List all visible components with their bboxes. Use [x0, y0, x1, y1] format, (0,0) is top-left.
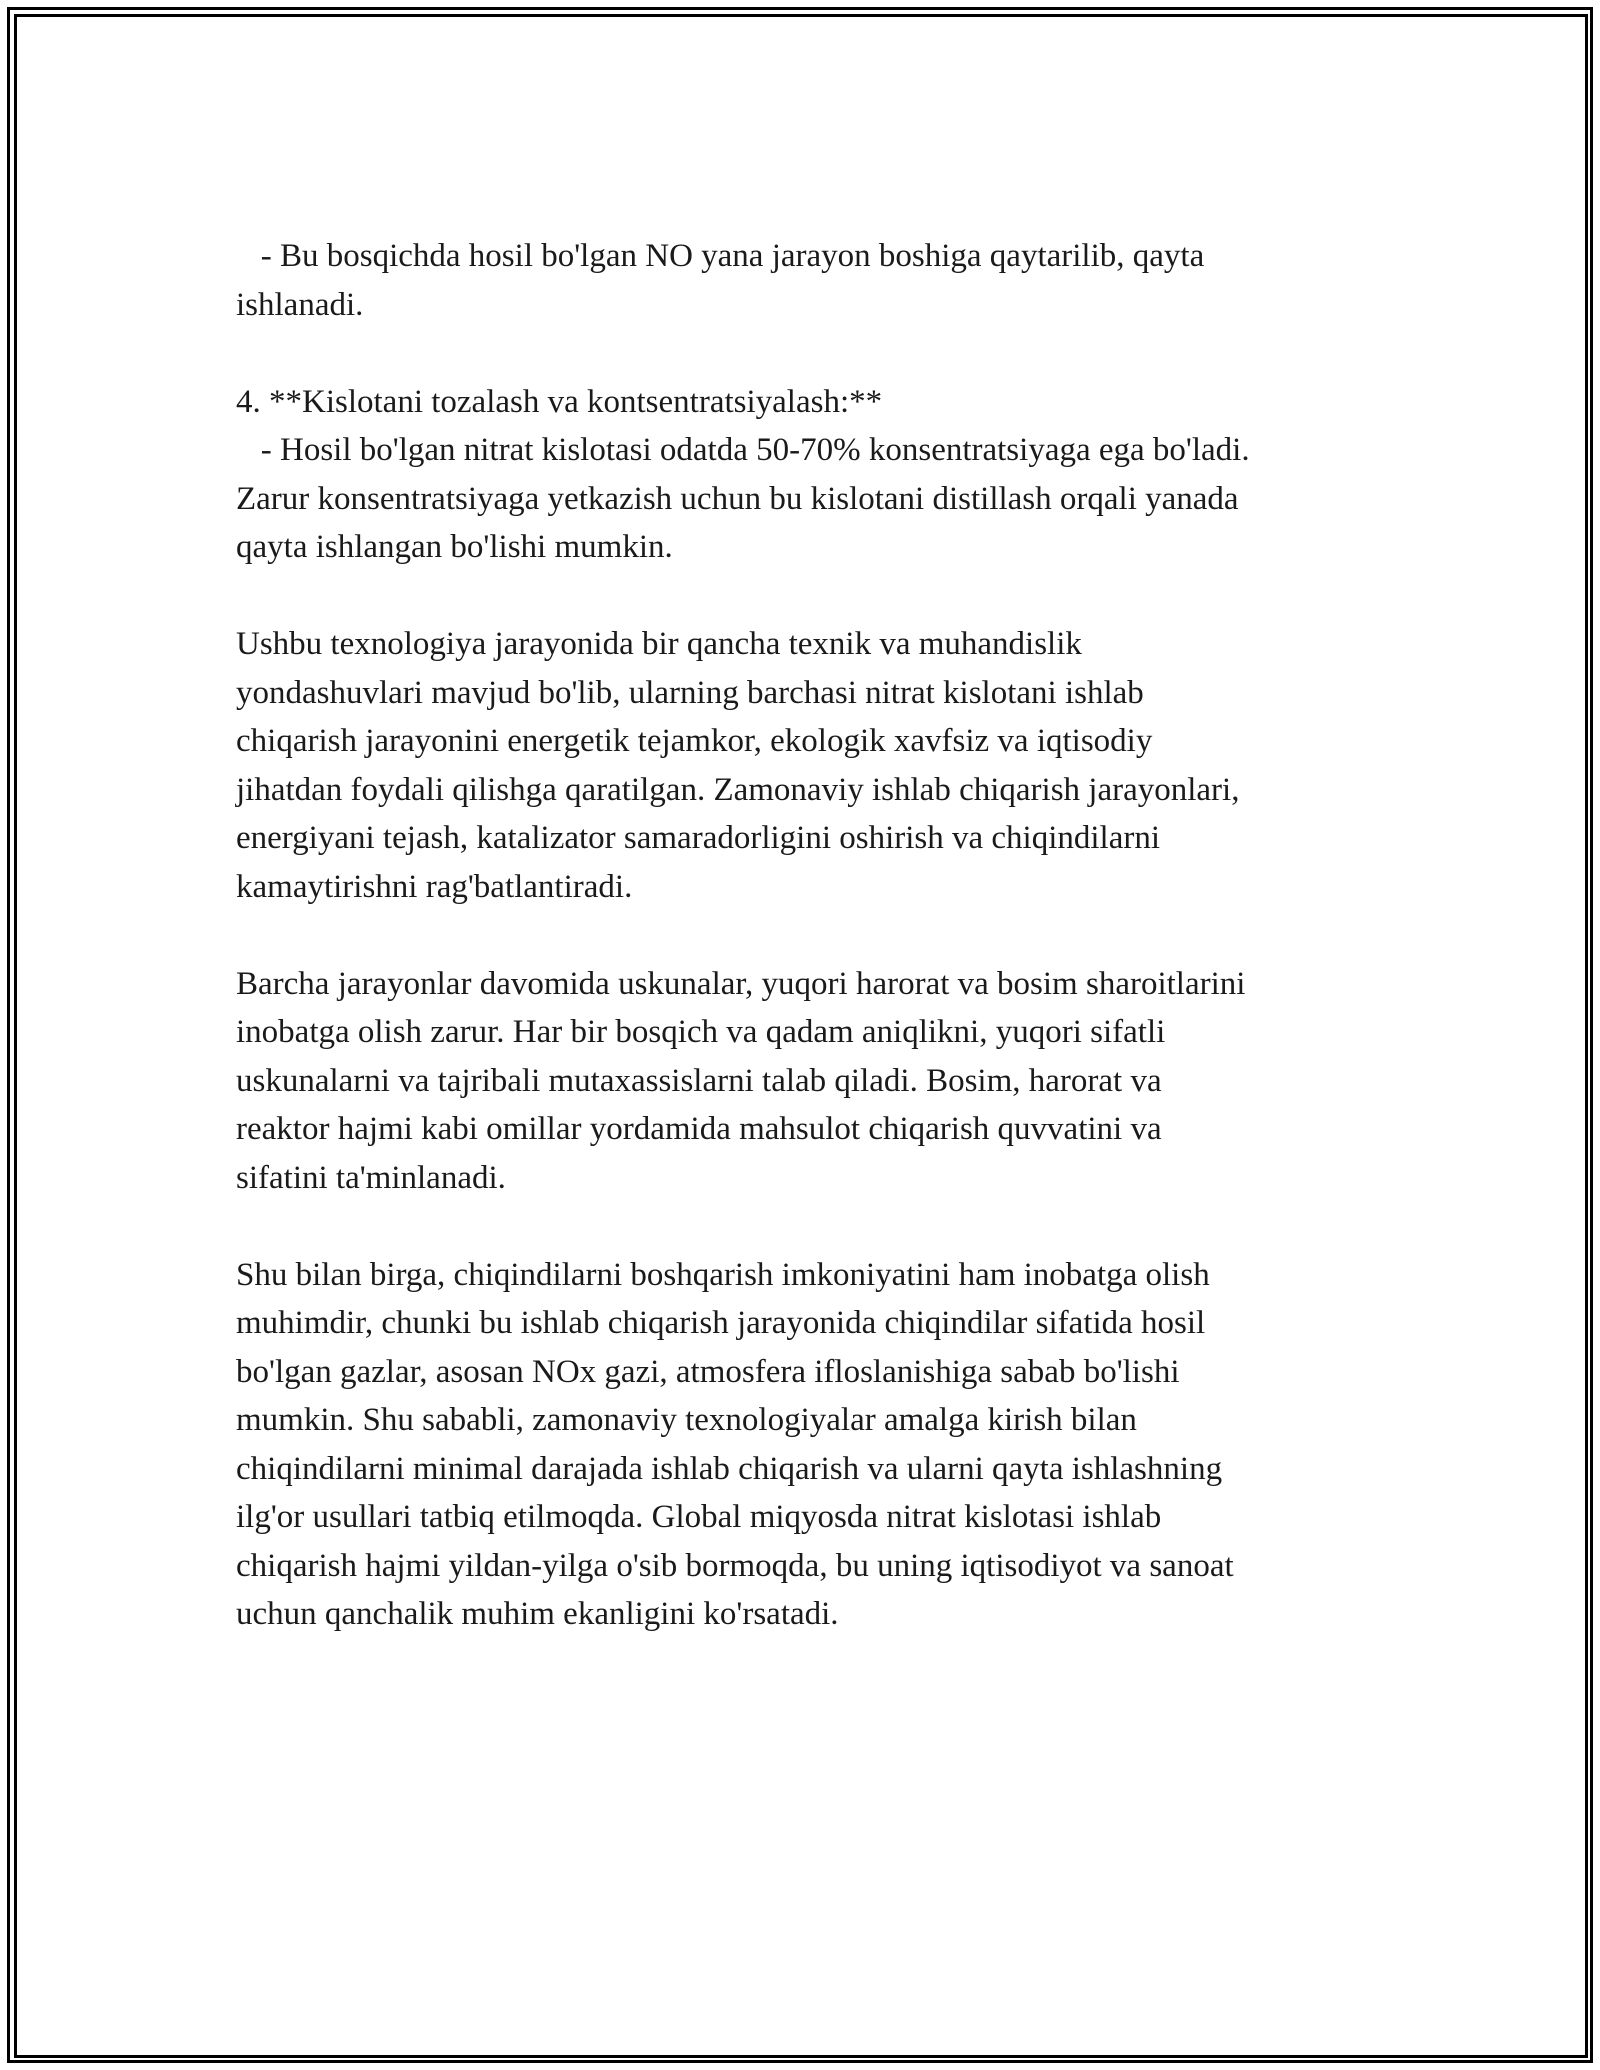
text-line: inobatga olish zarur. Har bir bosqich va qadam aniqlikni, yuqori sifatli — [236, 1014, 1166, 1050]
paragraph-equipment-conditions — [236, 960, 1386, 1203]
text-line: Ushbu texnologiya jarayonida bir qancha texnik va muhandislik — [236, 626, 1082, 662]
text-line: bo'lgan gazlar, asosan NOx gazi, atmosfera ifloslanishiga sabab bo'lishi — [236, 1353, 1180, 1390]
paragraph-waste-management — [236, 1251, 1386, 1639]
text-line: - Hosil bo'lgan nitrat kislotasi odatda 50-70% konsentratsiyaga ega bo'ladi. — [236, 432, 1250, 468]
paragraph-technology-approaches — [236, 620, 1386, 911]
text-line: energiyani tejash, katalizator samaradorligini oshirish va chiqindilarni — [236, 820, 1161, 856]
text-line: uchun qanchalik muhim ekanligini ko'rsatadi. — [236, 1596, 839, 1632]
text-line: Barcha jarayonlar davomida uskunalar, yuqori harorat va bosim sharoitlarini — [236, 965, 1246, 1002]
text-line: ilg'or usullari tatbiq etilmoqda. Global miqyosda nitrat kislotasi ishlab — [236, 1499, 1162, 1535]
step-heading: 4. **Kislotani tozalash va kontsentratsiyalash:** — [236, 383, 883, 420]
text-line: chiqarish jarayonini energetik tejamkor, ekologik xavfsiz va iqtisodiy — [236, 723, 1153, 759]
text-line: - Bu bosqichda hosil bo'lgan NO yana jarayon boshiga qaytarilib, qayta — [236, 238, 1205, 274]
text-line: Zarur konsentratsiyaga yetkazish uchun bu kislotani distillash orqali yanada — [236, 480, 1239, 517]
text-line: yondashuvlari mavjud bo'lib, ularning barchasi nitrat kislotani ishlab — [236, 674, 1144, 711]
paragraph-step-4 — [236, 378, 1386, 572]
text-line: jihatdan foydali qilishga qaratilgan. Zamonaviy ishlab chiqarish jarayonlari, — [236, 771, 1240, 808]
text-line: sifatini ta'minlanadi. — [236, 1159, 506, 1196]
text-line: chiqindilarni minimal darajada ishlab chiqarish va ularni qayta ishlashning — [236, 1450, 1223, 1487]
text-line: ishlanadi. — [236, 286, 364, 323]
paragraph-step-3-continuation — [236, 232, 1386, 329]
text-line: uskunalarni va tajribali mutaxassislarni talab qiladi. Bosim, harorat va — [236, 1062, 1162, 1099]
document-body — [236, 232, 1386, 1687]
text-line: qayta ishlangan bo'lishi mumkin. — [236, 529, 673, 565]
text-line: muhimdir, chunki bu ishlab chiqarish jarayonida chiqindilar sifatida hosil — [236, 1305, 1206, 1341]
text-line: kamaytirishni rag'batlantiradi. — [236, 868, 633, 905]
text-line: reaktor hajmi kabi omillar yordamida mahsulot chiqarish quvvatini va — [236, 1111, 1162, 1147]
text-line: chiqarish hajmi yildan-yilga o'sib bormoqda, bu uning iqtisodiyot va sanoat — [236, 1547, 1234, 1584]
text-line: mumkin. Shu sababli, zamonaviy texnologiyalar amalga kirish bilan — [236, 1402, 1137, 1438]
text-line: Shu bilan birga, chiqindilarni boshqarish imkoniyatini ham inobatga olish — [236, 1256, 1210, 1293]
